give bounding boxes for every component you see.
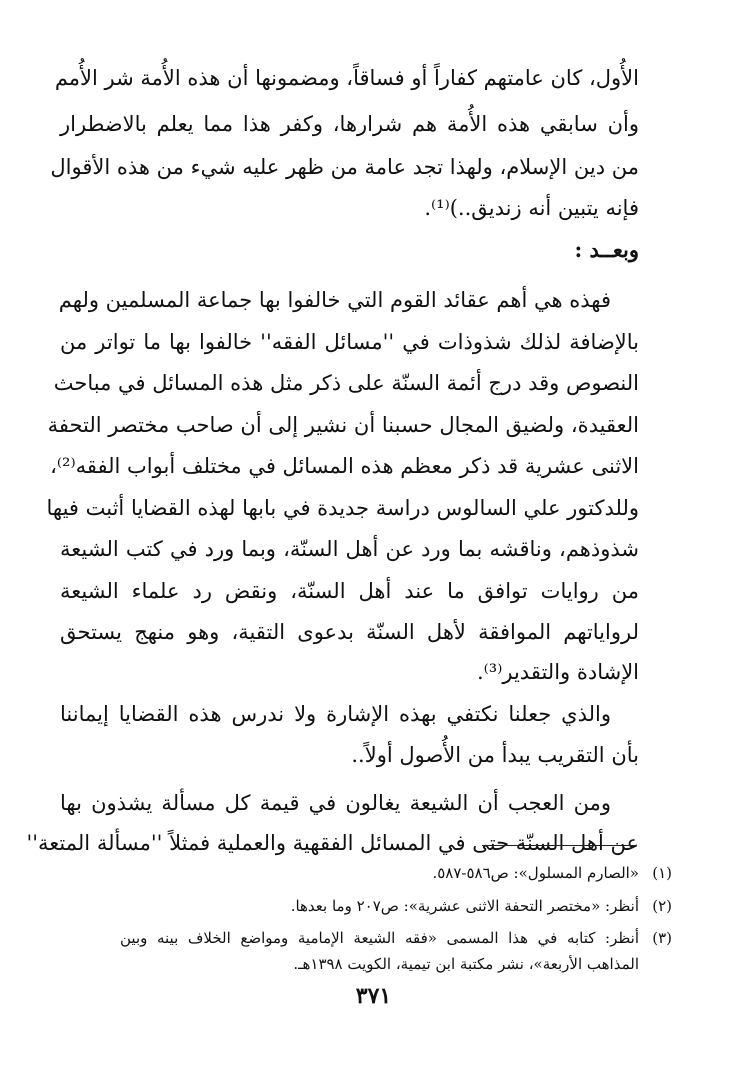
page-number: ٣٧١ [355,983,392,1009]
text-line: فإنه يتبين أنه زنديق..)⁽¹⁾. [424,196,639,220]
text-line: وللدكتور علي السالوس دراسة جديدة في بابها لهذه القضايا أثبت فيها [46,496,639,520]
text-line: النصوص وقد درج أئمة السنّة على ذكر مثل هذه المسائل في مباحث [53,371,639,395]
text-line: من دين الإسلام، ولهذا تجد عامة من ظهر عليه شيء من هذه الأقوال [50,155,639,179]
footnote-text: أنظر: كتابه في هذا المسمى «فقه الشيعة الإمامية ومواضع الخلاف بينه وبين [120,929,639,947]
text-line: الاثنى عشرية قد ذكر معظم هذه المسائل في مختلف أبواب الفقه⁽²⁾، [50,454,639,478]
text-line: فهذه هي أهم عقائد القوم التي خالفوا بها جماعة المسلمين ولهم [58,288,611,312]
text-line: الأُول، كان عامتهم كفاراً أو فساقاً، ومضمونها أن هذه الأُمة شر الأُمم [54,66,639,90]
text-line: الإشادة والتقدير⁽³⁾. [476,660,639,684]
text-line: وأن سابقي هذه الأُمة هم شرارها، وكفر هذا مما يعلم بالاضطرار [60,112,639,136]
footnote-number: (١) [652,864,672,882]
text-line: العقيدة، ولضيق المجال حسبنا أن نشير إلى أن صاحب مختصر التحفة [47,413,639,437]
footnote-text: «الصارم المسلول»: ص٥٨٦-٥٨٧. [432,864,639,882]
text-line: عن أهل السنّة حتى في المسائل الفقهية والعملية فمثلاً ''مسألة المتعة'' [26,831,639,855]
text-line: والذي جعلنا نكتفي بهذه الإشارة ولا ندرس هذه القضايا إيماننا [60,702,611,726]
text-line: ومن العجب أن الشيعة يغالون في قيمة كل مسألة يشذون بها [60,791,611,815]
footnote-divider [482,845,637,846]
footnote-text: المذاهب الأربعة»، نشر مكتبة ابن تيمية، الكويت ١٣٩٨هـ. [293,955,639,973]
text-line: من روايات توافق ما عند أهل السنّة، ونقض رد علماء الشيعة [60,579,639,603]
section-heading: وبعــد : [574,237,639,262]
text-line: شذوذهم، وناقشه بما ورد عن أهل السنّة، وبما ورد في كتب الشيعة [60,537,639,561]
footnote-text: أنظر: «مختصر التحفة الاثنى عشرية»: ص٢٠٧ وما بعدها. [290,897,639,915]
footnote-number: (٢) [652,897,672,915]
text-line: بأن التقريب يبدأ من الأُصول أولاً.. [351,743,639,767]
text-line: بالإضافة لذلك شذوذات في ''مسائل الفقه'' خالفوا بها ما تواتر من [60,330,639,354]
text-line: لرواياتهم الموافقة لأهل السنّة بدعوى التقية، وهو منهج يستحق [60,620,639,644]
footnote-number: (٣) [652,929,672,947]
